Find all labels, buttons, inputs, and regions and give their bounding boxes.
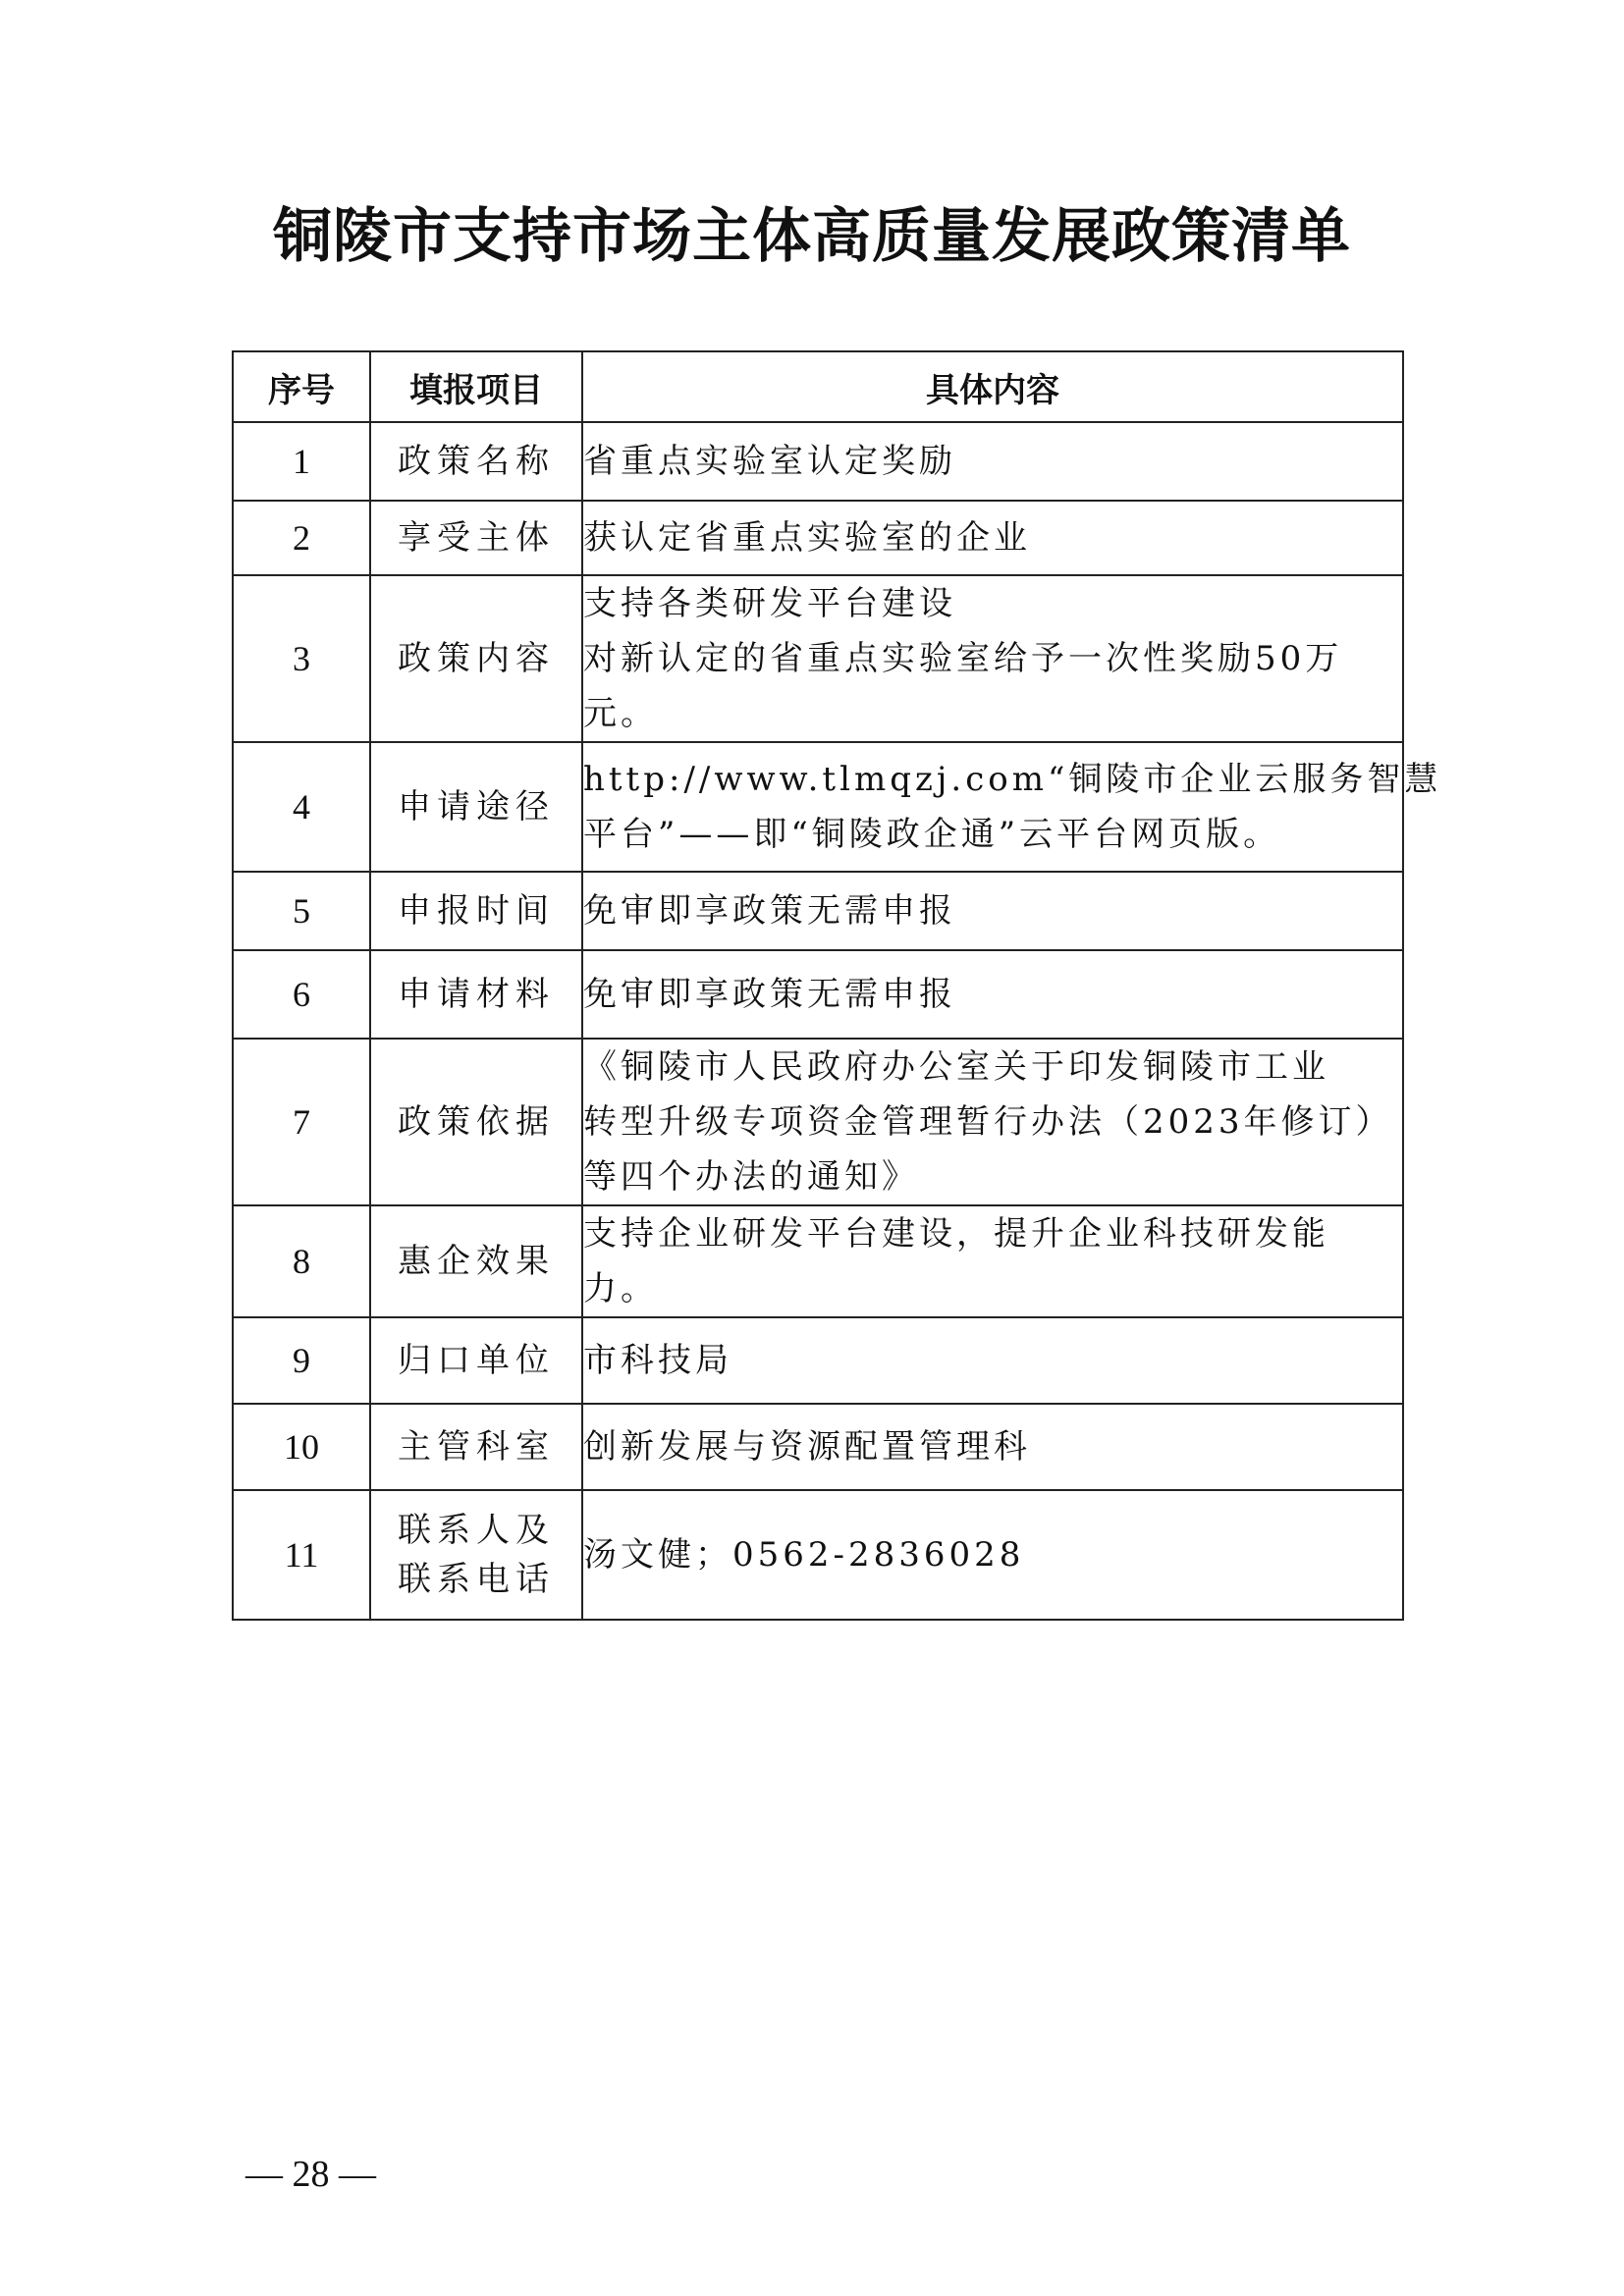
row-content bbox=[582, 950, 1403, 1039]
row-item-line: 政策依据 bbox=[398, 1102, 555, 1142]
row-item bbox=[370, 872, 582, 950]
row-item-line: 惠企效果 bbox=[398, 1242, 555, 1281]
row-content-line: 力。 bbox=[583, 1269, 658, 1308]
page-title: 铜陵市支持市场主体高质量发展政策清单 bbox=[273, 202, 1351, 271]
row-content bbox=[582, 422, 1403, 501]
header-item: 填报项目 bbox=[370, 351, 582, 422]
page-number: — 28 — bbox=[245, 2154, 376, 2195]
table-row bbox=[233, 501, 1403, 575]
row-item-line: 主管科室 bbox=[398, 1427, 555, 1467]
row-item-line: 政策内容 bbox=[398, 639, 555, 678]
row-item-line: 归口单位 bbox=[398, 1341, 555, 1380]
row-content bbox=[582, 575, 1403, 742]
row-item bbox=[370, 422, 582, 501]
table-row bbox=[233, 1039, 1403, 1205]
row-content-line: 创新发展与资源配置管理科 bbox=[583, 1427, 1031, 1467]
row-content-line: 免审即享政策无需申报 bbox=[583, 975, 956, 1014]
row-number: 11 bbox=[233, 1490, 370, 1620]
row-content-line: 支持各类研发平台建设 bbox=[583, 584, 956, 623]
row-item bbox=[370, 950, 582, 1039]
row-item-line: 申请材料 bbox=[398, 975, 555, 1014]
row-content bbox=[582, 1039, 1403, 1205]
header-serial-number: 序号 bbox=[233, 351, 370, 422]
row-content-line: 获认定省重点实验室的企业 bbox=[583, 518, 1031, 558]
row-number: 10 bbox=[233, 1404, 370, 1490]
row-content-line: 元。 bbox=[583, 694, 658, 733]
row-item bbox=[370, 575, 582, 742]
row-item-line: 申报时间 bbox=[398, 891, 555, 931]
row-content-line: 对新认定的省重点实验室给予一次性奖励50万 bbox=[583, 639, 1343, 678]
table-row bbox=[233, 1490, 1403, 1620]
row-item-line: 联系人及 bbox=[398, 1511, 555, 1550]
table-row bbox=[233, 575, 1403, 742]
row-content bbox=[582, 1490, 1403, 1620]
header-content: 具体内容 bbox=[582, 351, 1403, 422]
row-content-line: 汤文健；0562-2836028 bbox=[583, 1535, 1025, 1575]
table-row bbox=[233, 742, 1403, 872]
row-item bbox=[370, 501, 582, 575]
row-number: 8 bbox=[233, 1205, 370, 1317]
row-item bbox=[370, 1039, 582, 1205]
table-row bbox=[233, 1317, 1403, 1404]
table-row bbox=[233, 422, 1403, 501]
row-content-line: http://www.tlmqzj.com“铜陵市企业云服务智慧 bbox=[583, 760, 1442, 799]
row-number: 5 bbox=[233, 872, 370, 950]
row-content bbox=[582, 501, 1403, 575]
row-number: 4 bbox=[233, 742, 370, 872]
table-row bbox=[233, 872, 1403, 950]
policy-table bbox=[232, 350, 1442, 1621]
row-number: 1 bbox=[233, 422, 370, 501]
row-item-line: 享受主体 bbox=[398, 518, 555, 558]
row-content bbox=[582, 742, 1442, 872]
table-row bbox=[233, 1205, 1403, 1317]
row-content-line: 转型升级专项资金管理暂行办法（2023年修订） bbox=[583, 1102, 1393, 1142]
row-item bbox=[370, 1205, 582, 1317]
table-header-row bbox=[233, 351, 1403, 422]
row-content bbox=[582, 1317, 1403, 1404]
table-row bbox=[233, 1404, 1403, 1490]
row-content-line: 市科技局 bbox=[583, 1341, 732, 1380]
row-content-line: 平台”——即“铜陵政企通”云平台网页版。 bbox=[583, 815, 1281, 854]
row-item bbox=[370, 1490, 582, 1620]
table-row bbox=[233, 950, 1403, 1039]
row-number: 3 bbox=[233, 575, 370, 742]
row-number: 2 bbox=[233, 501, 370, 575]
row-number: 6 bbox=[233, 950, 370, 1039]
row-number: 9 bbox=[233, 1317, 370, 1404]
row-content-line: 免审即享政策无需申报 bbox=[583, 891, 956, 931]
row-item-line: 政策名称 bbox=[398, 442, 555, 481]
row-content-line: 支持企业研发平台建设，提升企业科技研发能 bbox=[583, 1214, 1329, 1254]
row-item-line: 联系电话 bbox=[398, 1560, 555, 1599]
row-content bbox=[582, 1205, 1403, 1317]
row-item bbox=[370, 1317, 582, 1404]
row-content-line: 省重点实验室认定奖励 bbox=[583, 442, 956, 481]
row-content bbox=[582, 1404, 1403, 1490]
row-content-line: 《铜陵市人民政府办公室关于印发铜陵市工业 bbox=[583, 1047, 1329, 1087]
row-content bbox=[582, 872, 1403, 950]
row-item bbox=[370, 1404, 582, 1490]
row-item bbox=[370, 742, 582, 872]
row-item-line: 申请途径 bbox=[398, 787, 555, 827]
row-content-line: 等四个办法的通知》 bbox=[583, 1157, 919, 1197]
row-number: 7 bbox=[233, 1039, 370, 1205]
